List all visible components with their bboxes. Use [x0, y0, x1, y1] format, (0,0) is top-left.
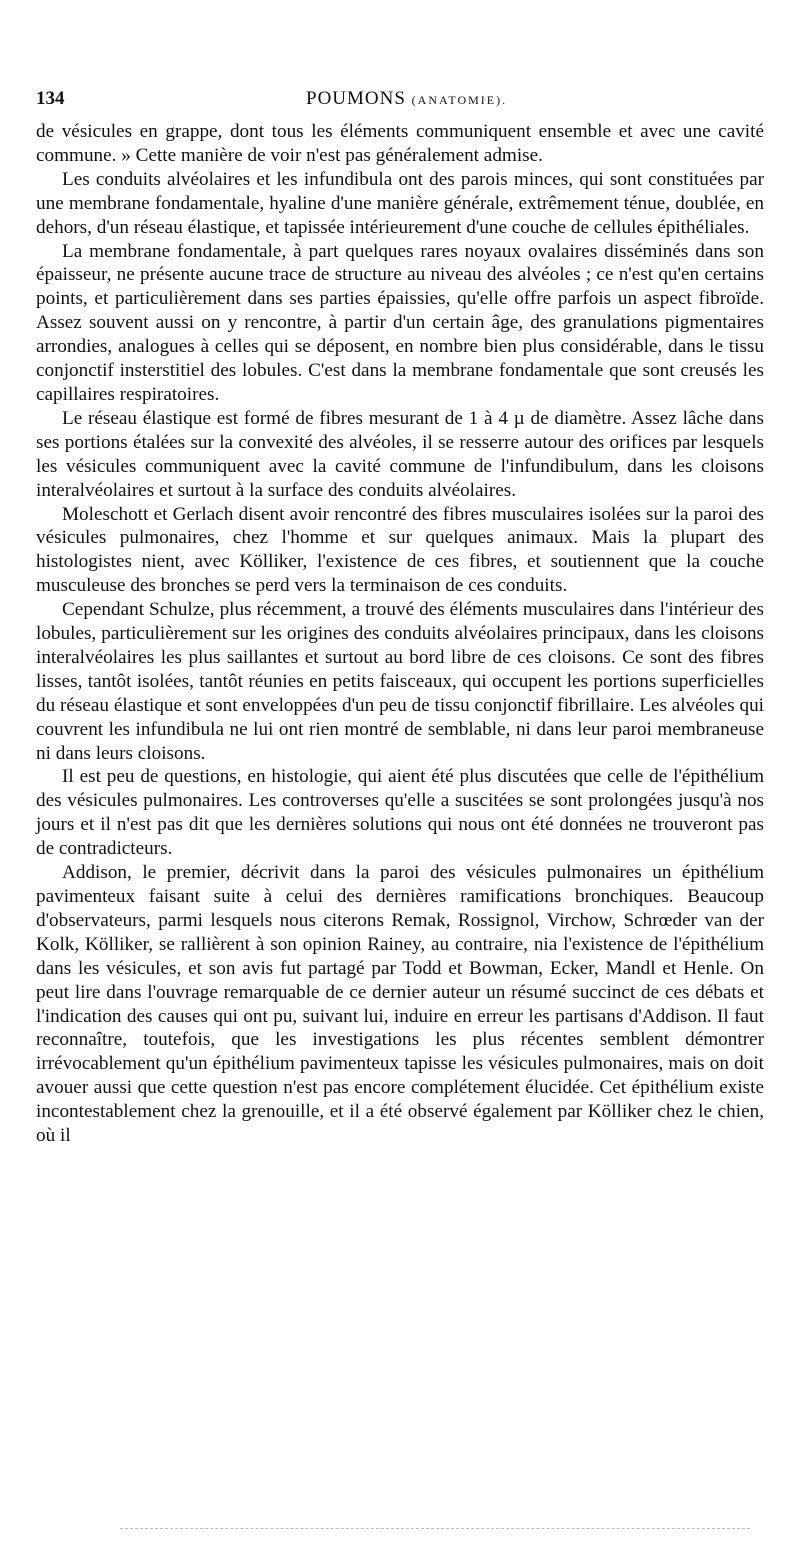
paragraph: de vésicules en grappe, dont tous les éléments communiquent ensemble et avec une cavité commune. » Cette manière de voir n'est pas généralement admise.	[36, 121, 764, 166]
body-text	[36, 120, 764, 1148]
paragraph: Les conduits alvéolaires et les infundibula ont des parois minces, qui sont constituées par une membrane fondamentale, hyaline d'une manière générale, extrêmement ténue, doublée, en dehors, d'un réseau élastique, et tapissée intérieurement d'une couche de cellules épithéliales.	[36, 168, 764, 238]
running-title-subtitle: (ANATOMIE).	[411, 93, 508, 107]
paragraph: Moleschott et Gerlach disent avoir rencontré des fibres musculaires isolées sur la paroi des vésicules pulmonaires, chez l'homme et sur quelques animaux. Mais la plupart des histologistes nient, avec Kölliker, l'existence de ces fibres, et soutiennent que la couche musculeuse des bronches se perd vers la terminaison de ces conduits.	[36, 503, 764, 597]
running-head	[36, 84, 766, 120]
running-title	[306, 88, 507, 110]
paragraph: Le réseau élastique est formé de fibres mesurant de 1 à 4 µ de diamètre. Assez lâche dans ses portions étalées sur la convexité des alvéoles, il se resserre autour des orifices par lesquels les vésicules communiquent avec la cavité commune de l'infundibulum, dans les cloisons interalvéolaires et surtout à la surface des conduits alvéolaires.	[36, 407, 764, 501]
paragraph: Cependant Schulze, plus récemment, a trouvé des éléments musculaires dans l'intérieur des lobules, particulièrement sur les origines des conduits alvéolaires principaux, dans les cloisons interalvéolaires les plus saillantes et surtout au bord libre de ces cloisons. Ce sont des fibres lisses, tantôt isolées, tantôt réunies en petits faisceaux, qui occupent les portions superficielles du réseau élastique et sont enveloppées d'un peu de tissu conjonctif fibrillaire. Les alvéoles qui couvrent les infundibula ne lui ont rien montré de semblable, ni dans leur paroi membraneuse ni dans leurs cloisons.	[36, 599, 764, 764]
page-number: 134	[36, 88, 65, 109]
bottom-divider	[120, 1528, 750, 1529]
paragraph: Addison, le premier, décrivit dans la paroi des vésicules pulmonaires un épithélium pavimenteux faisant suite à celui des dernières ramifications bronchiques. Beaucoup d'observateurs, parmi lesquels nous citerons Remak, Rossignol, Virchow, Schrœder van der Kolk, Kölliker, se rallièrent à son opinion Rainey, au contraire, nia l'existence de l'épithélium dans les vésicules, et son avis fut partagé par Todd et Bowman, Ecker, Mandl et Henle. On peut lire dans l'ouvrage remarquable de ce dernier auteur un résumé succinct de ces débats et l'indication des causes qui ont pu, suivant lui, induire en erreur les partisans d'Addison. Il faut reconnaître, toutefois, que les investigations les plus récentes semblent démontrer irrévocablement qu'un épithélium pavimenteux tapisse les vésicules pulmonaires, mais on doit avouer aussi que cette question n'est pas encore complétement élucidée. Cet épithélium existe incontestablement chez la grenouille, et il a été observé également par Kölliker chez le chien, où il	[36, 862, 764, 1147]
paragraph: Il est peu de questions, en histologie, qui aient été plus discutées que celle de l'épithélium des vésicules pulmonaires. Les controverses qu'elle a suscitées se sont prolongées jusqu'à nos jours et il n'est pas dit que les dernières solutions qui nous ont été données ne trouveront pas de contradicteurs.	[36, 766, 764, 860]
paragraph: La membrane fondamentale, à part quelques rares noyaux ovalaires disséminés dans son épaisseur, ne présente aucune trace de structure au niveau des alvéoles ; ce n'est qu'en certains points, et particulièrement dans ses parties épaissies, qu'elle offre parfois un aspect fibroïde. Assez souvent aussi on y rencontre, à partir d'un certain âge, des granulations pigmentaires arrondies, analogues à celles qui se déposent, en nombre bien plus considérable, dans le tissu conjonctif insterstitiel des lobules. C'est dans la membrane fondamentale que sont creusés les capillaires respiratoires.	[36, 240, 764, 405]
running-title-main: POUMONS	[306, 88, 406, 109]
